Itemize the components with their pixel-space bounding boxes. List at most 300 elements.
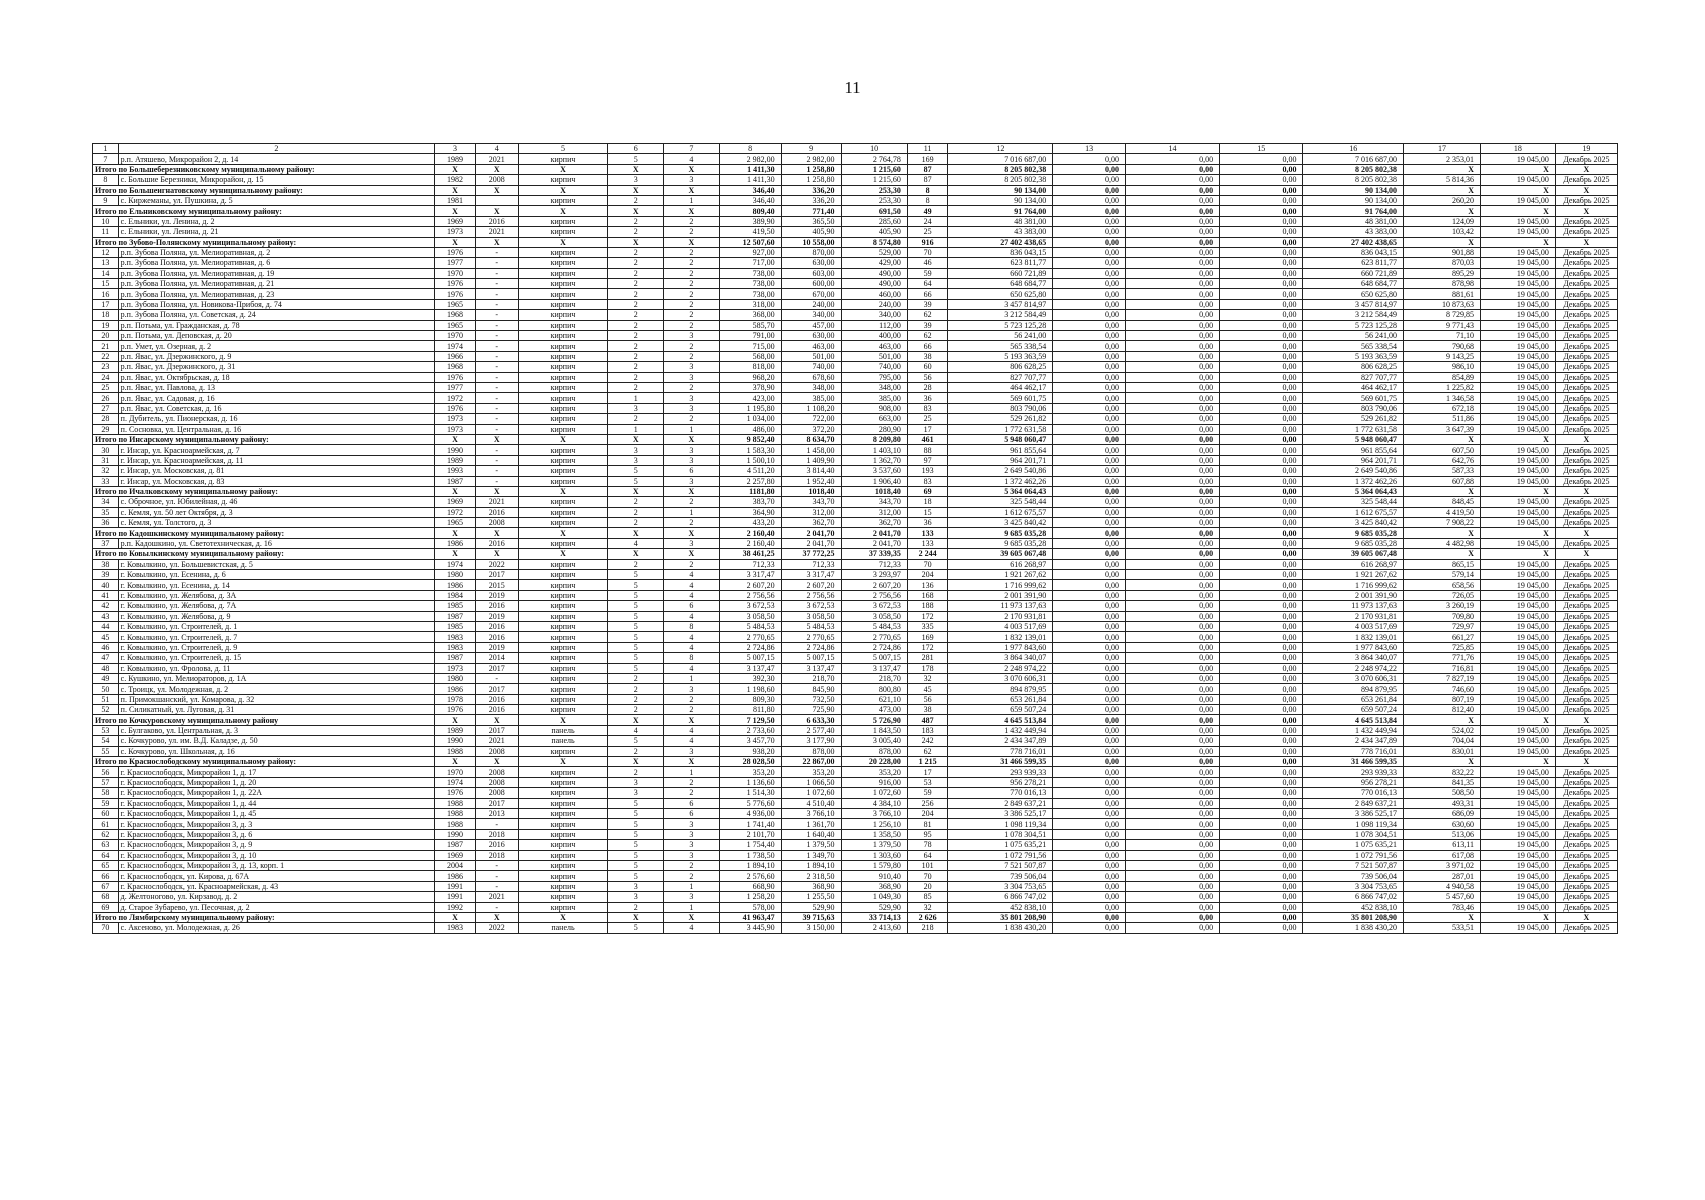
table-cell: 1976 bbox=[435, 247, 476, 257]
table-cell: 3 bbox=[664, 840, 720, 850]
table-cell: 31 bbox=[93, 455, 119, 465]
subtotal-label: Итого по Зубово-Полянскому муниципальному району: bbox=[93, 237, 435, 247]
table-cell: 2016 bbox=[475, 216, 518, 226]
table-cell: 2 bbox=[608, 507, 664, 517]
table-cell: 0,00 bbox=[1125, 341, 1219, 351]
table-cell: кирпич bbox=[518, 299, 608, 309]
header-cell: 1 bbox=[93, 144, 119, 154]
address-cell: г. Краснослободск, Микрорайон 1, д. 20 bbox=[118, 777, 435, 787]
table-cell: 0,00 bbox=[1053, 351, 1126, 361]
table-cell: 4 bbox=[608, 725, 664, 735]
table-cell: 53 bbox=[93, 725, 119, 735]
table-cell: 1986 bbox=[435, 538, 476, 548]
table-cell: 10 873,63 bbox=[1404, 299, 1481, 309]
table-cell: Декабрь 2025 bbox=[1555, 663, 1617, 673]
table-cell: 368,90 bbox=[841, 881, 907, 891]
table-cell: 5 bbox=[608, 601, 664, 611]
table-cell: 4 bbox=[664, 736, 720, 746]
subtotal-cell: 0,00 bbox=[1053, 185, 1126, 195]
table-cell: 48 bbox=[93, 663, 119, 673]
table-cell: 0,00 bbox=[1125, 611, 1219, 621]
table-cell: - bbox=[475, 299, 518, 309]
table-cell: 2016 bbox=[475, 621, 518, 631]
table-cell: 385,00 bbox=[781, 393, 841, 403]
subtotal-cell: 0,00 bbox=[1053, 912, 1126, 922]
table-cell: 5 bbox=[608, 632, 664, 642]
table-cell: 8 bbox=[907, 195, 948, 205]
table-cell: 668,90 bbox=[719, 881, 781, 891]
table-cell: 3 058,50 bbox=[781, 611, 841, 621]
table-cell: 2 bbox=[608, 414, 664, 424]
table-cell: 287,01 bbox=[1404, 871, 1481, 881]
address-cell: с. Киржеманы, ул. Пушкина, д. 5 bbox=[118, 195, 435, 205]
table-cell: 0,00 bbox=[1053, 621, 1126, 631]
table-cell: 463,00 bbox=[841, 341, 907, 351]
table-row bbox=[93, 850, 1618, 860]
table-cell: Декабрь 2025 bbox=[1555, 559, 1617, 569]
table-cell: 1 bbox=[664, 673, 720, 683]
address-cell: р.п. Зубова Поляна, ул. Мелиоративная, д. 23 bbox=[118, 289, 435, 299]
table-cell: 19 045,00 bbox=[1480, 372, 1555, 382]
table-cell: 2 318,50 bbox=[781, 871, 841, 881]
address-cell: г. Ковылкино, ул. Есенина, д. 6 bbox=[118, 570, 435, 580]
table-cell: 19 045,00 bbox=[1480, 611, 1555, 621]
table-cell: 1980 bbox=[435, 673, 476, 683]
table-cell: 2 bbox=[664, 279, 720, 289]
table-cell: 2016 bbox=[475, 538, 518, 548]
subtotal-cell: X bbox=[518, 237, 608, 247]
table-row bbox=[93, 653, 1618, 663]
address-cell: г. Краснослободск, Микрорайон 1, д. 22А bbox=[118, 788, 435, 798]
table-cell: 0,00 bbox=[1125, 445, 1219, 455]
table-cell: 1 379,50 bbox=[781, 840, 841, 850]
table-row bbox=[93, 705, 1618, 715]
table-cell: 56 241,00 bbox=[1303, 331, 1404, 341]
table-cell: 1 514,30 bbox=[719, 788, 781, 798]
table-cell: 806 628,25 bbox=[1303, 362, 1404, 372]
table-cell: 0,00 bbox=[1053, 871, 1126, 881]
table-cell: 4 bbox=[664, 611, 720, 621]
table-cell: 0,00 bbox=[1053, 268, 1126, 278]
table-cell: 715,00 bbox=[719, 341, 781, 351]
table-cell: 5 bbox=[608, 570, 664, 580]
table-cell: 60 bbox=[93, 809, 119, 819]
table-cell: 3 317,47 bbox=[781, 570, 841, 580]
table-cell: - bbox=[475, 414, 518, 424]
subtotal-cell: 91 764,00 bbox=[948, 206, 1053, 216]
table-cell: 0,00 bbox=[1220, 341, 1303, 351]
table-cell: 19 045,00 bbox=[1480, 621, 1555, 631]
table-cell: 5 723 125,28 bbox=[1303, 320, 1404, 330]
subtotal-cell: 9 685 035,28 bbox=[1303, 528, 1404, 538]
table-cell: 19 045,00 bbox=[1480, 850, 1555, 860]
table-cell: 0,00 bbox=[1220, 725, 1303, 735]
table-cell: 5 193 363,59 bbox=[1303, 351, 1404, 361]
table-cell: 2 bbox=[664, 247, 720, 257]
table-cell: 21 bbox=[93, 341, 119, 351]
table-cell: 578,00 bbox=[719, 902, 781, 912]
subtotal-cell: X bbox=[475, 912, 518, 922]
table-cell: 2015 bbox=[475, 580, 518, 590]
table-cell: 48 381,00 bbox=[948, 216, 1053, 226]
subtotal-cell: 39 605 067,48 bbox=[948, 549, 1053, 559]
table-cell: 529,90 bbox=[841, 902, 907, 912]
subtotal-cell: 771,40 bbox=[781, 206, 841, 216]
table-cell: 95 bbox=[907, 829, 948, 839]
table-cell bbox=[475, 195, 518, 205]
table-cell: 368,00 bbox=[719, 310, 781, 320]
table-cell: 2 724,86 bbox=[841, 642, 907, 652]
table-cell: 2 bbox=[664, 694, 720, 704]
subtotal-cell: 91 764,00 bbox=[1303, 206, 1404, 216]
table-cell: 529 261,82 bbox=[948, 414, 1053, 424]
table-cell: 385,00 bbox=[841, 393, 907, 403]
address-cell: р.п. Явас, ул. Садовая, д. 16 bbox=[118, 393, 435, 403]
table-cell: Декабрь 2025 bbox=[1555, 476, 1617, 486]
table-cell: 2 bbox=[664, 518, 720, 528]
subtotal-row bbox=[93, 486, 1618, 496]
subtotal-cell: 336,20 bbox=[781, 185, 841, 195]
table-cell: 2 607,20 bbox=[781, 580, 841, 590]
subtotal-cell: X bbox=[1404, 237, 1481, 247]
address-cell: г. Ковылкино, ул. Строителей, д. 9 bbox=[118, 642, 435, 652]
table-cell: 1 716 999,62 bbox=[948, 580, 1053, 590]
table-cell: - bbox=[475, 393, 518, 403]
table-cell: 2 bbox=[608, 279, 664, 289]
table-cell: 648 684,77 bbox=[1303, 279, 1404, 289]
table-cell: 2021 bbox=[475, 497, 518, 507]
table-cell: 3 425 840,42 bbox=[948, 518, 1053, 528]
table-cell: 986,10 bbox=[1404, 362, 1481, 372]
table-row bbox=[93, 372, 1618, 382]
table-cell: Декабрь 2025 bbox=[1555, 871, 1617, 881]
table-cell: 0,00 bbox=[1053, 725, 1126, 735]
header-cell: 13 bbox=[1053, 144, 1126, 154]
table-cell: 841,35 bbox=[1404, 777, 1481, 787]
table-cell: 4 936,00 bbox=[719, 809, 781, 819]
table-cell: 738,00 bbox=[719, 268, 781, 278]
header-cell: 12 bbox=[948, 144, 1053, 154]
table-cell: 0,00 bbox=[1220, 195, 1303, 205]
table-cell: 2 bbox=[664, 382, 720, 392]
table-cell: 2 724,86 bbox=[719, 642, 781, 652]
table-cell: 0,00 bbox=[1220, 247, 1303, 257]
table-cell: 37 bbox=[93, 538, 119, 548]
table-cell: 4 511,20 bbox=[719, 466, 781, 476]
table-cell: 493,31 bbox=[1404, 798, 1481, 808]
table-cell: 61 bbox=[93, 819, 119, 829]
table-cell: кирпич bbox=[518, 538, 608, 548]
table-cell: 2008 bbox=[475, 767, 518, 777]
table-cell: 712,33 bbox=[719, 559, 781, 569]
table-cell: 1 716 999,62 bbox=[1303, 580, 1404, 590]
table-cell: 2017 bbox=[475, 570, 518, 580]
table-cell: 0,00 bbox=[1053, 538, 1126, 548]
table-cell: 1970 bbox=[435, 268, 476, 278]
table-row bbox=[93, 175, 1618, 185]
table-row bbox=[93, 320, 1618, 330]
table-cell: 7 bbox=[93, 154, 119, 164]
table-cell: 19 045,00 bbox=[1480, 663, 1555, 673]
table-cell: 3 457 814,97 bbox=[1303, 299, 1404, 309]
table-cell: - bbox=[475, 268, 518, 278]
table-row bbox=[93, 403, 1618, 413]
subtotal-cell: X bbox=[475, 757, 518, 767]
table-cell: 433,20 bbox=[719, 518, 781, 528]
subtotal-cell: X bbox=[1555, 206, 1617, 216]
subtotal-cell: 0,00 bbox=[1053, 528, 1126, 538]
table-cell: 630,00 bbox=[781, 258, 841, 268]
table-cell: 2019 bbox=[475, 611, 518, 621]
table-cell: 0,00 bbox=[1125, 247, 1219, 257]
table-row bbox=[93, 382, 1618, 392]
table-cell: Декабрь 2025 bbox=[1555, 590, 1617, 600]
table-cell: 64 bbox=[907, 850, 948, 860]
table-cell: 28 bbox=[907, 382, 948, 392]
table-cell: Декабрь 2025 bbox=[1555, 154, 1617, 164]
table-cell: Декабрь 2025 bbox=[1555, 247, 1617, 257]
table-cell: 3 058,50 bbox=[719, 611, 781, 621]
table-cell: 318,00 bbox=[719, 299, 781, 309]
subtotal-cell: 2 160,40 bbox=[719, 528, 781, 538]
table-cell: 103,42 bbox=[1404, 227, 1481, 237]
table-cell: 0,00 bbox=[1125, 424, 1219, 434]
subtotal-cell: 38 461,25 bbox=[719, 549, 781, 559]
subtotal-cell: X bbox=[1480, 185, 1555, 195]
table-cell: 1 198,60 bbox=[719, 684, 781, 694]
table-cell: 1984 bbox=[435, 590, 476, 600]
table-cell: 501,00 bbox=[781, 351, 841, 361]
table-cell: 18 bbox=[907, 497, 948, 507]
table-cell: Декабрь 2025 bbox=[1555, 840, 1617, 850]
table-cell: 168 bbox=[907, 590, 948, 600]
table-cell: 193 bbox=[907, 466, 948, 476]
table-cell: 1 078 304,51 bbox=[1303, 829, 1404, 839]
table-cell: 34 bbox=[93, 497, 119, 507]
subtotal-cell: X bbox=[1480, 528, 1555, 538]
table-cell: 770 016,13 bbox=[1303, 788, 1404, 798]
table-cell: - bbox=[475, 466, 518, 476]
table-cell: 827 707,77 bbox=[948, 372, 1053, 382]
table-cell: 19 045,00 bbox=[1480, 788, 1555, 798]
table-cell: 242 bbox=[907, 736, 948, 746]
table-cell: 2 bbox=[664, 860, 720, 870]
table-cell: 3 766,10 bbox=[781, 809, 841, 819]
table-cell: 806 628,25 bbox=[948, 362, 1053, 372]
subtotal-cell: X bbox=[664, 549, 720, 559]
table-cell: 1 258,80 bbox=[781, 175, 841, 185]
subtotal-label: Итого по Краснослободскому муниципальному району: bbox=[93, 757, 435, 767]
table-cell: 36 bbox=[907, 393, 948, 403]
table-cell: 870,03 bbox=[1404, 258, 1481, 268]
table-cell: Декабрь 2025 bbox=[1555, 798, 1617, 808]
subtotal-cell: X bbox=[1480, 549, 1555, 559]
table-cell: кирпич bbox=[518, 414, 608, 424]
subtotal-cell: X bbox=[1480, 715, 1555, 725]
table-cell: 565 338,54 bbox=[948, 341, 1053, 351]
table-cell: - bbox=[475, 289, 518, 299]
table-row bbox=[93, 154, 1618, 164]
address-cell: п. Дубитель, ул. Пионерская, д. 16 bbox=[118, 414, 435, 424]
table-row bbox=[93, 227, 1618, 237]
table-cell: 0,00 bbox=[1053, 653, 1126, 663]
table-cell: 0,00 bbox=[1053, 611, 1126, 621]
table-cell: 253,30 bbox=[841, 195, 907, 205]
table-cell: кирпич bbox=[518, 518, 608, 528]
table-cell: 429,00 bbox=[841, 258, 907, 268]
table-cell: 1986 bbox=[435, 871, 476, 881]
table-cell: 88 bbox=[907, 445, 948, 455]
table-cell: кирпич bbox=[518, 247, 608, 257]
table-cell: 1988 bbox=[435, 746, 476, 756]
subtotal-label: Итого по Кадошкинскому муниципальному району: bbox=[93, 528, 435, 538]
table-cell: 1 372 462,26 bbox=[948, 476, 1053, 486]
table-cell: 0,00 bbox=[1053, 746, 1126, 756]
table-cell: 3 137,47 bbox=[841, 663, 907, 673]
table-row bbox=[93, 601, 1618, 611]
table-cell: 3 304 753,65 bbox=[1303, 881, 1404, 891]
subtotal-cell: X bbox=[608, 757, 664, 767]
table-cell: 0,00 bbox=[1053, 767, 1126, 777]
subtotal-cell: X bbox=[475, 164, 518, 174]
table-cell: 54 bbox=[93, 736, 119, 746]
header-cell: 6 bbox=[608, 144, 664, 154]
table-cell: 1 612 675,57 bbox=[948, 507, 1053, 517]
header-cell: 9 bbox=[781, 144, 841, 154]
table-cell: 11 973 137,63 bbox=[1303, 601, 1404, 611]
table-cell: 62 bbox=[907, 310, 948, 320]
table-cell: 124,09 bbox=[1404, 216, 1481, 226]
table-cell: 0,00 bbox=[1125, 258, 1219, 268]
table-row bbox=[93, 871, 1618, 881]
table-cell: Декабрь 2025 bbox=[1555, 777, 1617, 787]
table-cell: 24 bbox=[907, 216, 948, 226]
table-cell: Декабрь 2025 bbox=[1555, 268, 1617, 278]
table-cell: 13 bbox=[93, 258, 119, 268]
subtotal-cell: 31 466 599,35 bbox=[948, 757, 1053, 767]
table-cell: 33 bbox=[93, 476, 119, 486]
table-cell: 956 278,21 bbox=[948, 777, 1053, 787]
table-cell: 293 939,33 bbox=[948, 767, 1053, 777]
subtotal-row bbox=[93, 912, 1618, 922]
table-cell: 1980 bbox=[435, 570, 476, 580]
table-cell: 795,00 bbox=[841, 372, 907, 382]
table-cell: 2 001 391,90 bbox=[1303, 590, 1404, 600]
table-cell: 3 425 840,42 bbox=[1303, 518, 1404, 528]
table-cell: 362,70 bbox=[841, 518, 907, 528]
table-cell: 59 bbox=[907, 268, 948, 278]
table-cell: 19 045,00 bbox=[1480, 819, 1555, 829]
table-cell: 0,00 bbox=[1053, 154, 1126, 164]
table-cell: 0,00 bbox=[1220, 559, 1303, 569]
subtotal-cell: X bbox=[475, 549, 518, 559]
table-cell: 0,00 bbox=[1053, 331, 1126, 341]
table-cell: 5 bbox=[608, 621, 664, 631]
table-cell: 112,00 bbox=[841, 320, 907, 330]
address-cell: с. Большие Березники, Микрорайон, д. 15 bbox=[118, 175, 435, 185]
table-cell: 529,00 bbox=[841, 247, 907, 257]
table-cell: 0,00 bbox=[1125, 216, 1219, 226]
page-number: 11 bbox=[844, 78, 861, 97]
table-cell: 908,00 bbox=[841, 403, 907, 413]
table-cell: 66 bbox=[907, 341, 948, 351]
table-cell: 2017 bbox=[475, 684, 518, 694]
subtotal-cell: 0,00 bbox=[1125, 164, 1219, 174]
table-cell: 7 827,19 bbox=[1404, 673, 1481, 683]
table-cell: 101 bbox=[907, 860, 948, 870]
table-cell: 25 bbox=[907, 414, 948, 424]
table-cell: 938,20 bbox=[719, 746, 781, 756]
subtotal-cell: 5 726,90 bbox=[841, 715, 907, 725]
table-cell: 2 434 347,89 bbox=[948, 736, 1053, 746]
table-cell: 1965 bbox=[435, 320, 476, 330]
table-row bbox=[93, 289, 1618, 299]
subtotal-cell: X bbox=[664, 912, 720, 922]
table-cell: кирпич bbox=[518, 580, 608, 590]
table-cell: 46 bbox=[93, 642, 119, 652]
subtotal-cell: X bbox=[518, 164, 608, 174]
subtotal-cell: 33 714,13 bbox=[841, 912, 907, 922]
table-cell: 0,00 bbox=[1220, 455, 1303, 465]
table-cell: 19 045,00 bbox=[1480, 601, 1555, 611]
address-cell: с. Булгаково, ул. Центральная, д. 3 bbox=[118, 725, 435, 735]
header-cell: 10 bbox=[841, 144, 907, 154]
table-cell: 169 bbox=[907, 632, 948, 642]
table-cell: 1976 bbox=[435, 788, 476, 798]
table-cell: 1968 bbox=[435, 362, 476, 372]
table-cell: 5 bbox=[608, 154, 664, 164]
table-row bbox=[93, 570, 1618, 580]
table-cell: 1 bbox=[664, 507, 720, 517]
table-cell: 2 353,01 bbox=[1404, 154, 1481, 164]
address-cell: г. Инсар, ул. Московская, д. 83 bbox=[118, 476, 435, 486]
table-cell: 70 bbox=[907, 247, 948, 257]
table-cell: кирпич bbox=[518, 892, 608, 902]
table-cell: 405,90 bbox=[841, 227, 907, 237]
table-cell: 67 bbox=[93, 881, 119, 891]
table-cell: 452 838,10 bbox=[948, 902, 1053, 912]
table-cell: 0,00 bbox=[1125, 403, 1219, 413]
table-cell: 2 607,20 bbox=[719, 580, 781, 590]
table-cell: 50 bbox=[93, 684, 119, 694]
table-cell: 0,00 bbox=[1125, 195, 1219, 205]
table-cell: 1 078 304,51 bbox=[948, 829, 1053, 839]
subtotal-cell: 41 963,47 bbox=[719, 912, 781, 922]
subtotal-cell: X bbox=[664, 237, 720, 247]
table-cell: 811,80 bbox=[719, 705, 781, 715]
table-cell: 3 537,60 bbox=[841, 466, 907, 476]
subtotal-cell: 39 605 067,48 bbox=[1303, 549, 1404, 559]
table-cell: 2 770,65 bbox=[781, 632, 841, 642]
table-cell: 4 bbox=[608, 538, 664, 548]
header-cell: 11 bbox=[907, 144, 948, 154]
table-cell: 0,00 bbox=[1125, 382, 1219, 392]
table-cell: Декабрь 2025 bbox=[1555, 892, 1617, 902]
table-cell: 0,00 bbox=[1053, 923, 1126, 933]
table-cell: 1 195,80 bbox=[719, 403, 781, 413]
table-cell: 968,20 bbox=[719, 372, 781, 382]
table-cell: кирпич bbox=[518, 632, 608, 642]
subtotal-cell: X bbox=[608, 206, 664, 216]
table-cell: 1976 bbox=[435, 279, 476, 289]
table-cell: 716,81 bbox=[1404, 663, 1481, 673]
subtotal-cell: 5 364 064,43 bbox=[948, 486, 1053, 496]
table-cell: 0,00 bbox=[1053, 445, 1126, 455]
subtotal-cell: X bbox=[1480, 206, 1555, 216]
table-cell: 4 482,98 bbox=[1404, 538, 1481, 548]
table-cell: 1 432 449,94 bbox=[1303, 725, 1404, 735]
table-cell: 1991 bbox=[435, 892, 476, 902]
